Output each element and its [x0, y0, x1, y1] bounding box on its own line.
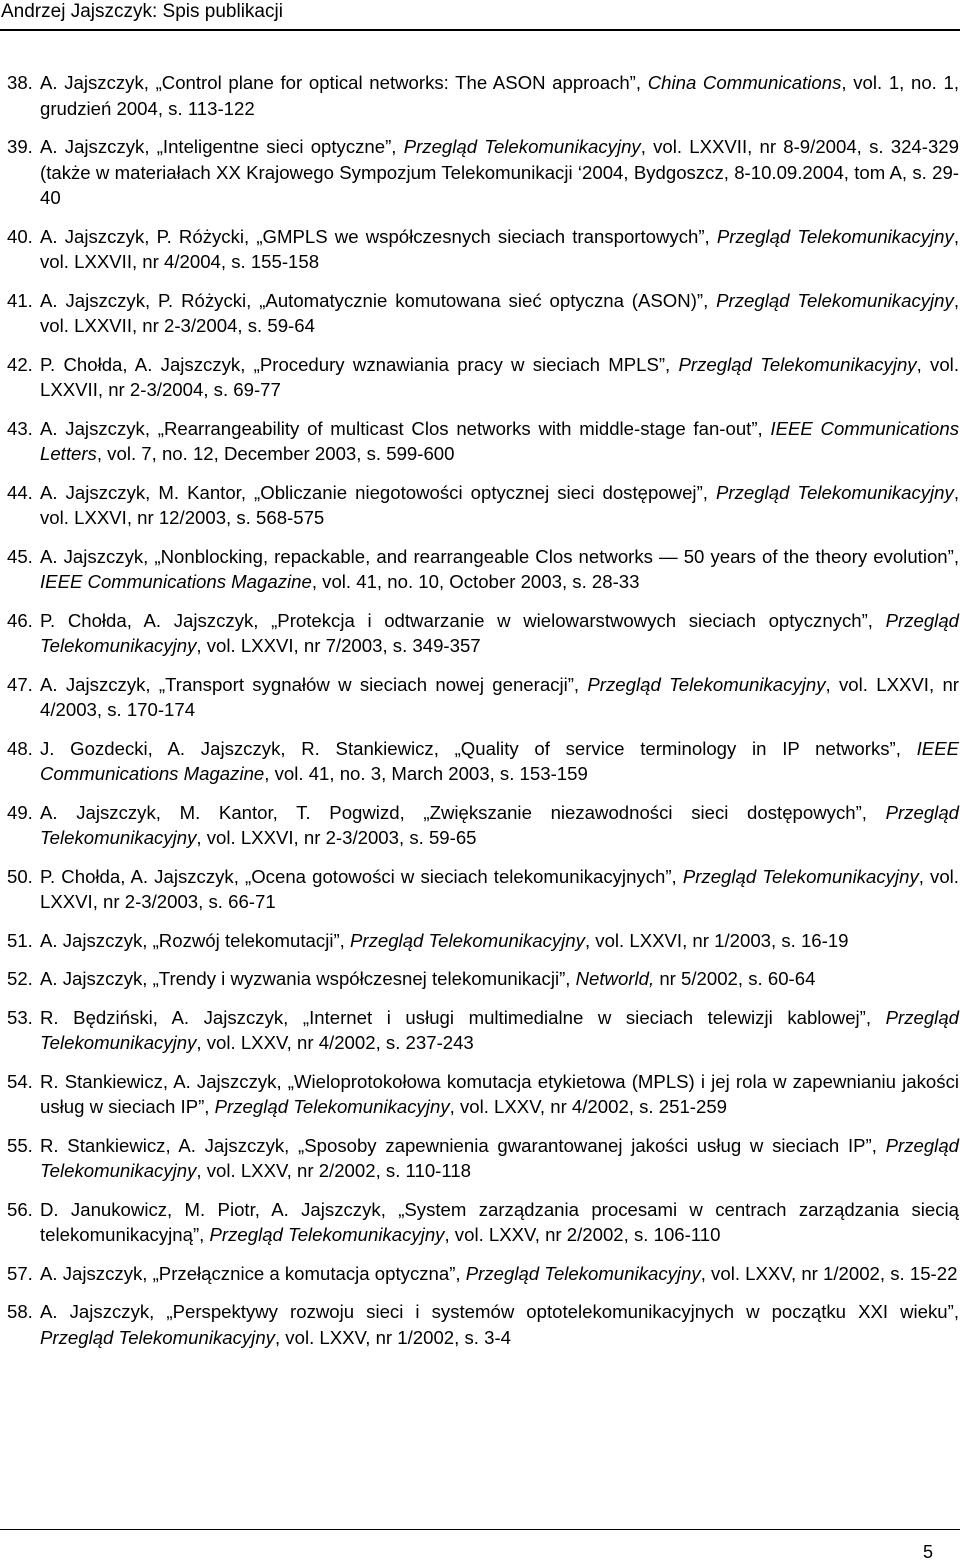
entry-number: 41. [7, 289, 33, 311]
citation-text: nr 5/2002, s. 60-64 [654, 968, 816, 989]
journal-title: IEEE Communications Magazine [40, 571, 312, 592]
citation-text: P. Chołda, A. Jajszczyk, „Procedury wznawiania pracy w sieciach MPLS”, [40, 353, 679, 375]
publication-entry [7, 736, 959, 787]
entry-number: 45. [7, 545, 33, 567]
journal-title: Przegląd Telekomunikacyjny [403, 136, 641, 157]
citation-text: , vol. LXXV, nr 4/2002, s. 237-243 [196, 1032, 474, 1053]
entry-citation [40, 288, 959, 339]
citation-text: A. Jajszczyk, „Inteligentne sieci optyczne”, [40, 136, 404, 157]
journal-title: Przegląd Telekomunikacyjny [40, 1326, 275, 1348]
journal-title: Przegląd Telekomunikacyjny [678, 353, 917, 375]
entry-number: 52. [7, 968, 33, 989]
citation-text: , vol. LXXV, nr 2/2002, s. 110-118 [196, 1160, 472, 1181]
publication-entry [7, 800, 959, 851]
entry-citation [40, 134, 959, 211]
citation-text: , vol. 41, no. 10, October 2003, s. 28-33 [311, 571, 640, 592]
citation-text: A. Jajszczyk, „Rozwój telekomutacji”, [40, 929, 350, 951]
entry-number: 51. [7, 929, 33, 951]
citation-text: P. Chołda, A. Jajszczyk, „Protekcja i odtwarzanie w wielowarstwowych sieciach optycznych”, [40, 609, 886, 631]
journal-title: Przegląd Telekomunikacyjny [349, 929, 585, 951]
entry-citation [40, 1069, 959, 1120]
entry-citation [40, 1005, 959, 1056]
entry-number: 42. [7, 353, 33, 375]
publication-entry [7, 1005, 959, 1056]
citation-text: , vol. 7, no. 12, December 2003, s. 599-600 [96, 443, 455, 464]
citation-text: A. Jajszczyk, P. Różycki, „GMPLS we współczesnych sieciach transportowych”, [40, 225, 717, 247]
journal-title: Przegląd Telekomunikacyjny [716, 225, 954, 247]
entry-citation [40, 800, 959, 851]
citation-text: , vol. LXXVI, nr 4/2003, s. 170-174 [40, 673, 959, 720]
citation-text: , vol. LXXVI, nr 2-3/2003, s. 59-65 [196, 827, 477, 848]
journal-title: Przegląd Telekomunikacyjny [715, 481, 954, 503]
citation-text: , vol. 1, no. 1, grudzień 2004, s. 113-122 [40, 72, 959, 119]
journal-title: Przegląd Telekomunikacyjny [40, 609, 959, 656]
citation-text: A. Jajszczyk, M. Kantor, T. Pogwizd, „Zwiększanie niezawodności sieci dostępowych”, [40, 801, 886, 823]
journal-title: Przegląd Telekomunikacyjny [682, 865, 919, 887]
journal-title: Przegląd Telekomunikacyjny [587, 673, 826, 695]
journal-title: China Communications [647, 72, 842, 93]
publication-entry [7, 1133, 959, 1184]
citation-text: A. Jajszczyk, „Przełącznice a komutacja optyczna”, [40, 1262, 466, 1284]
journal-title: Przegląd Telekomunikacyjny [209, 1224, 445, 1245]
entry-number: 43. [7, 417, 33, 439]
publication-entry [7, 480, 959, 531]
journal-title: Przegląd Telekomunikacyjny [40, 1134, 959, 1181]
journal-title: IEEE Communications Letters [40, 417, 959, 464]
citation-text: A. Jajszczyk, M. Kantor, „Obliczanie niegotowości optycznej sieci dostępowej”, [40, 481, 716, 503]
entry-citation [40, 352, 959, 403]
citation-text: J. Gozdecki, A. Jajszczyk, R. Stankiewicz, „Quality of service terminology in IP networks”, [40, 737, 917, 759]
publication-entry [7, 134, 959, 211]
entry-number: 48. [7, 737, 33, 759]
citation-text: A. Jajszczyk, „Transport sygnałów w sieciach nowej generacji”, [40, 673, 588, 695]
page-header [0, 0, 960, 26]
entry-number: 46. [7, 609, 33, 631]
entry-citation [40, 480, 959, 531]
entry-number: 55. [7, 1134, 33, 1156]
citation-text: R. Będziński, A. Jajszczyk, „Internet i usługi multimedialne w sieciach telewizji kablowej”, [40, 1006, 886, 1028]
citation-text: A. Jajszczyk, „Nonblocking, repackable, and rearrangeable Clos networks ― 50 years of the theory evolution”, [40, 545, 959, 567]
entry-number: 58. [7, 1301, 33, 1322]
publication-entry [7, 416, 959, 467]
citation-text: A. Jajszczyk, P. Różycki, „Automatycznie komutowana sieć optyczna (ASON)”, [40, 289, 717, 311]
publication-entry [7, 928, 959, 954]
entry-number: 49. [7, 801, 33, 823]
entry-number: 50. [7, 865, 33, 887]
publication-entry [7, 1261, 959, 1287]
citation-text: , vol. LXXVII, nr 2-3/2004, s. 59-64 [40, 289, 959, 336]
citation-text: R. Stankiewicz, A. Jajszczyk, „Sposoby zapewnienia gwarantowanej jakości usług w sieciach IP”, [40, 1134, 886, 1156]
entry-number: 40. [7, 225, 33, 247]
journal-title: Przegląd Telekomunikacyjny [214, 1096, 450, 1117]
publication-entry [7, 352, 959, 403]
journal-title: Przegląd Telekomunikacyjny [465, 1262, 701, 1284]
entry-citation [40, 1299, 959, 1350]
entry-citation [40, 966, 959, 992]
entry-citation [40, 416, 959, 467]
publication-entry [7, 672, 959, 723]
publication-entry [7, 966, 959, 992]
citation-text: A. Jajszczyk, „Rearrangeability of multicast Clos networks with middle-stage fan-out”, [40, 417, 771, 439]
entry-number: 56. [7, 1198, 33, 1220]
citation-text: , vol. LXXVI, nr 1/2003, s. 16-19 [584, 929, 849, 951]
entry-number: 38. [7, 72, 33, 93]
entry-citation [40, 1197, 959, 1248]
journal-title: IEEE Communications Magazine [40, 737, 959, 784]
citation-text: A. Jajszczyk, „Perspektywy rozwoju sieci i systemów optotelekomunikacyjnych w początku XXI wieku”, [40, 1301, 959, 1322]
publication-entry [7, 1069, 959, 1120]
citation-text: A. Jajszczyk, „Trendy i wyzwania współczesnej telekomunikacji”, [40, 968, 576, 989]
publication-entry [7, 1299, 959, 1350]
citation-text: , vol. LXXVII, nr 4/2004, s. 155-158 [40, 225, 959, 272]
footer-divider [0, 1529, 960, 1530]
entry-number: 44. [7, 481, 33, 503]
entry-citation [40, 672, 959, 723]
journal-title: Przegląd Telekomunikacyjny [716, 289, 954, 311]
journal-title: Przegląd Telekomunikacyjny [40, 801, 959, 848]
entry-citation [40, 608, 959, 659]
publication-entry [7, 544, 959, 595]
citation-text: , vol. LXXVI, nr 2-3/2003, s. 66-71 [40, 865, 959, 912]
citation-text: D. Janukowicz, M. Piotr, A. Jajszczyk, „System zarządzania procesami w centrach zarządzania siecią telekomunikacyjną”, [40, 1198, 959, 1245]
publication-entry [7, 224, 959, 275]
journal-title: Przegląd Telekomunikacyjny [40, 1006, 959, 1053]
citation-text: R. Stankiewicz, A. Jajszczyk, „Wieloprotokołowa komutacja etykietowa (MPLS) i jej rola w zapewnianiu jakości usług w sieciach IP”, [40, 1070, 959, 1117]
entry-number: 39. [7, 136, 33, 157]
citation-text: , vol. LXXVII, nr 2-3/2004, s. 69-77 [40, 353, 959, 400]
entry-number: 54. [7, 1070, 33, 1092]
entry-citation [40, 1261, 959, 1287]
citation-text: , vol. LXXVI, nr 7/2003, s. 349-357 [196, 635, 481, 656]
entry-number: 53. [7, 1006, 33, 1028]
citation-text: A. Jajszczyk, „Control plane for optical networks: The ASON approach”, [40, 72, 648, 93]
citation-text: , vol. 41, no. 3, March 2003, s. 153-159 [264, 763, 588, 784]
publication-entry [7, 608, 959, 659]
citation-text: P. Chołda, A. Jajszczyk, „Ocena gotowości w sieciach telekomunikacyjnych”, [40, 865, 683, 887]
citation-text: , vol. LXXV, nr 4/2002, s. 251-259 [449, 1096, 727, 1117]
entry-citation [40, 736, 959, 787]
page-number: 5 [922, 1542, 933, 1562]
header-title: Andrzej Jajszczyk: Spis publikacji [1, 1, 283, 22]
entry-number: 47. [7, 673, 33, 695]
header-divider [0, 29, 960, 31]
entry-citation [40, 70, 959, 121]
citation-text: , vol. LXXVII, nr 8-9/2004, s. 324-329 (także w materiałach XX Krajowego Sympozjum Telekomunikacji ‘2004, Bydgoszcz, 8-10.09.2004, tom A, s. 29-40 [40, 136, 959, 208]
publication-entry [7, 1197, 959, 1248]
citation-text: , vol. LXXV, nr 1/2002, s. 15-22 [700, 1262, 958, 1284]
journal-title: Networld, [575, 968, 655, 989]
entry-citation [40, 224, 959, 275]
citation-text: , vol. LXXV, nr 2/2002, s. 106-110 [444, 1224, 721, 1245]
entry-citation [40, 1133, 959, 1184]
citation-text: , vol. LXXV, nr 1/2002, s. 3-4 [274, 1326, 511, 1348]
publication-list [7, 70, 959, 1363]
citation-text: , vol. LXXVI, nr 12/2003, s. 568-575 [40, 481, 959, 528]
entry-number: 57. [7, 1262, 33, 1284]
publication-entry [7, 288, 959, 339]
publication-entry [7, 70, 959, 121]
entry-citation [40, 544, 959, 595]
entry-citation [40, 928, 959, 954]
publication-entry [7, 864, 959, 915]
entry-citation [40, 864, 959, 915]
